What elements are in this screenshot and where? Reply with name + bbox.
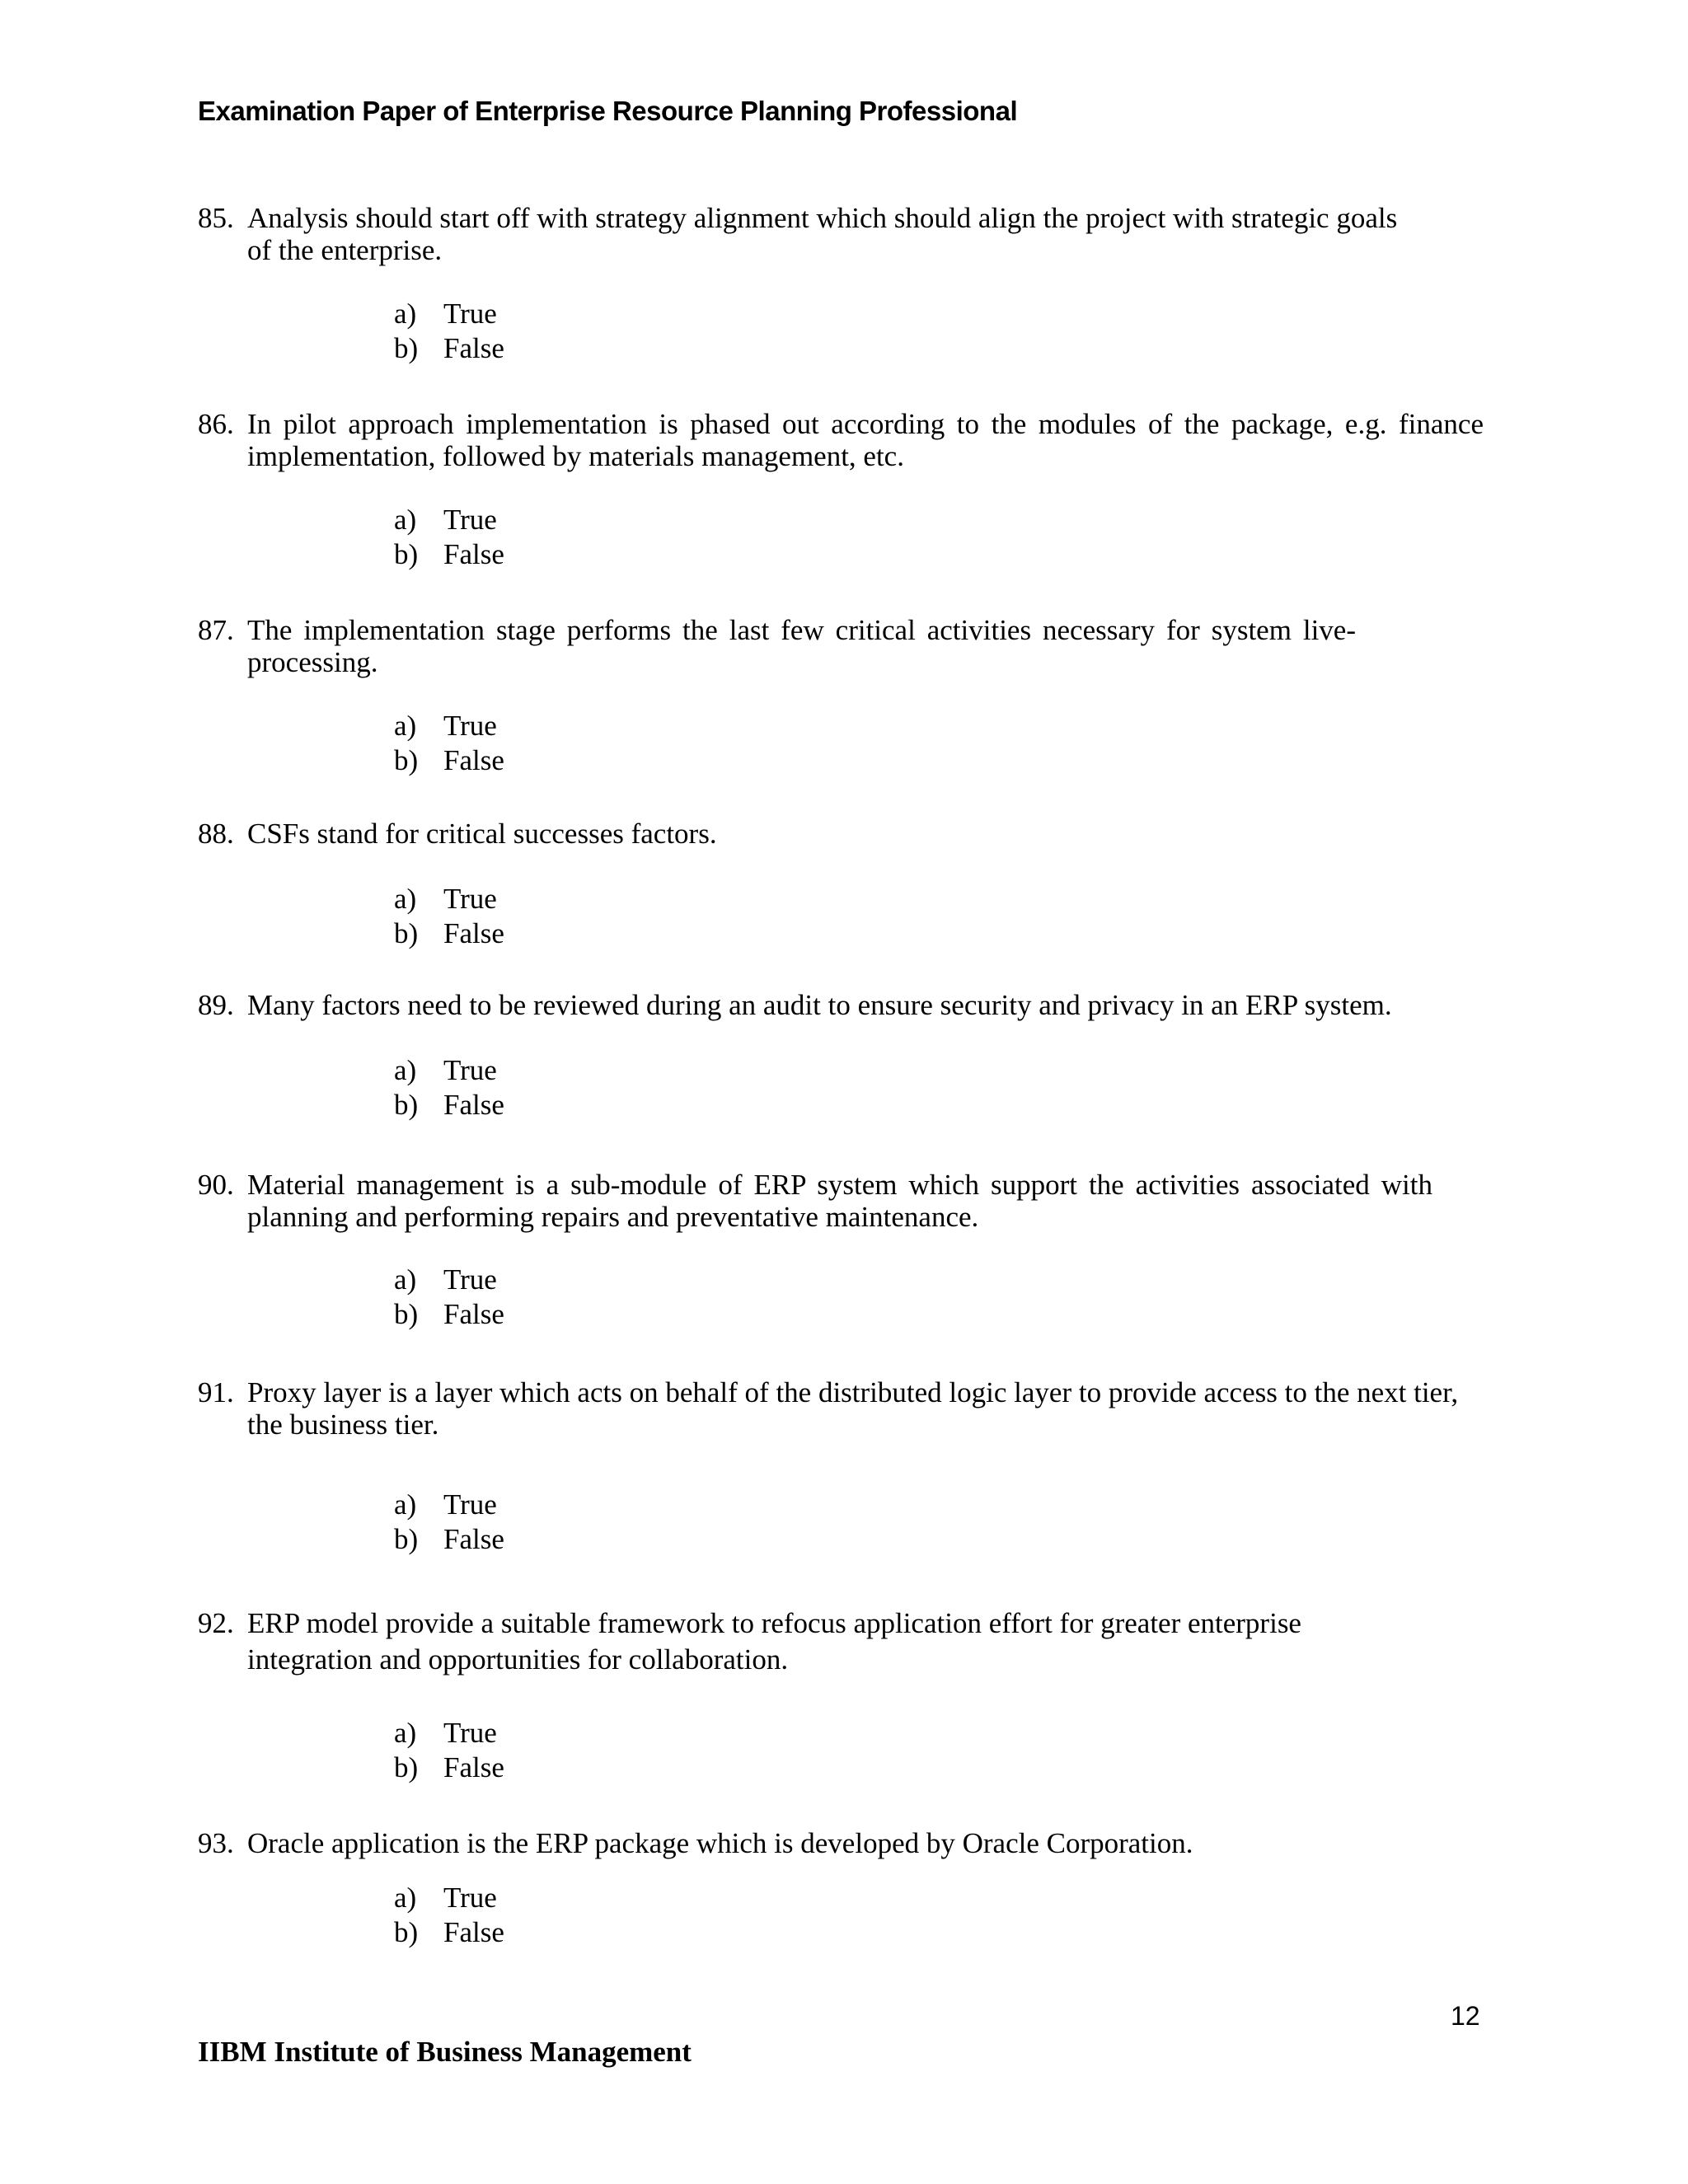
question-text: Analysis should start off with strategy alignment which should align the project with strategic goals of the enterprise.: [247, 202, 1398, 266]
option-label: True: [443, 710, 497, 742]
option-label: True: [443, 298, 497, 330]
question-85: [198, 202, 1484, 266]
option-letter: b): [394, 744, 419, 776]
option-label: False: [443, 1751, 504, 1783]
option-label: True: [443, 1488, 497, 1521]
option-letter: a): [394, 1054, 417, 1086]
question-87: [198, 614, 1484, 678]
question-number: 90.: [198, 1169, 234, 1201]
option-letter: b): [394, 1298, 419, 1330]
question-text: Material management is a sub-module of ERP system which support the activities associated with planning and performing repairs and preventative maintenance.: [247, 1169, 1432, 1233]
option-label: True: [443, 1882, 497, 1914]
option-label: False: [443, 744, 504, 776]
question-text: The implementation stage performs the last few critical activities necessary for system live-processing.: [247, 614, 1356, 678]
option-letter: a): [394, 710, 417, 742]
question-90: [198, 1169, 1484, 1233]
option-letter: a): [394, 1717, 417, 1749]
question-text: ERP model provide a suitable framework to refocus application effort for greater enterprise integration and opportunities for collaboration.: [247, 1607, 1301, 1675]
question-93: [198, 1827, 1484, 1859]
option-letter: b): [394, 1751, 419, 1783]
question-number: 88.: [198, 818, 234, 850]
option-label: False: [443, 917, 504, 949]
question-91: [198, 1376, 1484, 1441]
question-text: CSFs stand for critical successes factors.: [247, 818, 717, 850]
question-number: 91.: [198, 1376, 234, 1408]
option-label: False: [443, 1298, 504, 1330]
question-text: Many factors need to be reviewed during an audit to ensure security and privacy in an ERP system.: [247, 989, 1392, 1021]
option-letter: a): [394, 298, 417, 330]
option-letter: b): [394, 538, 419, 570]
question-number: 89.: [198, 989, 234, 1021]
option-label: True: [443, 504, 497, 536]
option-label: False: [443, 1089, 504, 1121]
option-label: True: [443, 1054, 497, 1086]
question-number: 85.: [198, 202, 234, 234]
question-86: [198, 408, 1484, 472]
option-label: True: [443, 883, 497, 915]
page-header: Examination Paper of Enterprise Resource Planning Professional: [198, 96, 1018, 126]
question-text: In pilot approach implementation is phased out according to the modules of the package, e.g. finance implementation, followed by materials management, etc.: [247, 408, 1484, 472]
question-number: 93.: [198, 1827, 234, 1859]
option-letter: b): [394, 1523, 419, 1555]
option-label: False: [443, 332, 504, 364]
question-number: 86.: [198, 408, 234, 440]
option-letter: b): [394, 332, 419, 364]
option-letter: b): [394, 917, 419, 949]
option-label: False: [443, 1523, 504, 1555]
option-letter: b): [394, 1916, 419, 1948]
page-number: 12: [1451, 2001, 1480, 2031]
option-letter: a): [394, 1882, 417, 1914]
option-letter: a): [394, 883, 417, 915]
option-label: False: [443, 1916, 504, 1948]
question-text: Oracle application is the ERP package which is developed by Oracle Corporation.: [247, 1827, 1193, 1859]
option-letter: b): [394, 1089, 419, 1121]
option-label: False: [443, 538, 504, 570]
question-number: 87.: [198, 614, 234, 646]
option-letter: a): [394, 1263, 417, 1296]
option-letter: a): [394, 1488, 417, 1521]
option-letter: a): [394, 504, 417, 536]
question-88: [198, 818, 1484, 850]
question-number: 92.: [198, 1607, 234, 1639]
option-label: True: [443, 1263, 497, 1296]
question-92: [198, 1605, 1484, 1678]
question-text: Proxy layer is a layer which acts on behalf of the distributed logic layer to provide access to the next tier, the business tier.: [247, 1376, 1459, 1441]
page-footer: IIBM Institute of Business Management: [198, 2036, 692, 2068]
question-89: [198, 989, 1484, 1021]
option-label: True: [443, 1717, 497, 1749]
